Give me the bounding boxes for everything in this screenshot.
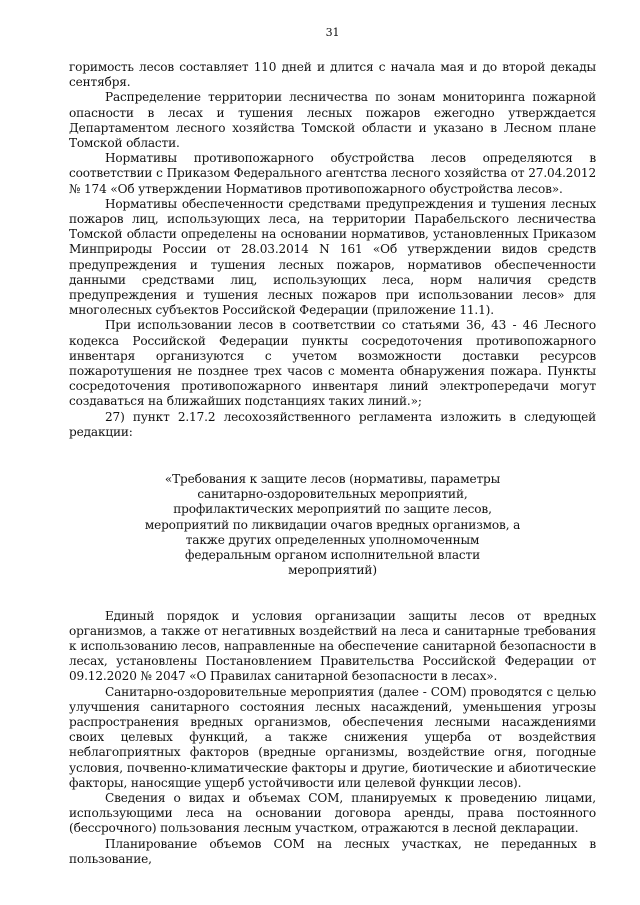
paragraph-som-definition: Санитарно-оздоровительные мероприятия (далее - СОМ) проводятся с целью улучшения санитарного состояния лесных насаждений, уменьшения угрозы распространения вредных организмов, обеспечения лесными насаждениями своих целевых функций, а также снижения ущерба от воздействия неблагоприятных факторов (вредные организмы, воздействие огня, погодные условия, почвенно-климатические факторы и другие, биотические и абиотические факторы, наносящие ущерб устойчивости или целевой функции лесов). <box>69 684 596 790</box>
paragraph-fire-standards: Нормативы противопожарного обустройства лесов определяются в соответствии с Приказом Федерального агентства лесного хозяйства от 27.04.2012 № 174 «Об утверждении Нормативов противопожарного обустройства лесов». <box>69 151 596 196</box>
page-number: 31 <box>325 26 340 39</box>
paragraph-som-declaration: Сведения о видах и объемах СОМ, планируемых к проведению лицами, использующими леса на основании договора аренды, права постоянного (бессрочного) пользования лесным участком, отражаются в лесной декларации. <box>69 790 596 836</box>
section-heading: «Требования к защите лесов (нормативы, параметры санитарно-оздоровительных мероприятий, профилактических мероприятий по защите лесов, мероприятий по ликвидации очагов вредных организмов, а также других определенных уполномоченным федеральным органом исполнительной власти мероприятий) <box>144 472 521 578</box>
document-page <box>69 26 596 867</box>
paragraph-fire-season: горимость лесов составляет 110 дней и длится с начала мая и до второй декады сентября. <box>69 60 596 90</box>
paragraph-som-planning: Планирование объемов СОМ на лесных участках, не переданных в пользование, <box>69 836 596 866</box>
paragraph-monitoring-zones: Распределение территории лесничества по зонам мониторинга пожарной опасности в лесах и тушения лесных пожаров ежегодно утверждается Департаментом лесного хозяйства Томской области и указано в Лесном плане Томской области. <box>69 90 596 151</box>
paragraph-amendment-27: 27) пункт 2.17.2 лесохозяйственного регламента изложить в следующей редакции: <box>69 409 596 439</box>
paragraph-sanitary-rules: Единый порядок и условия организации защиты лесов от вредных организмов, а также от негативных воздействий на леса и санитарные требования к использованию лесов, направленные на обеспечение санитарной безопасности в лесах, установлены Постановлением Правительства Российской Федерации от 09.12.2020 № 2047 «О Правилах санитарной безопасности в лесах». <box>69 608 596 684</box>
paragraph-equipment-norms: Нормативы обеспеченности средствами предупреждения и тушения лесных пожаров лиц, использующих леса, на территории Парабельского лесничества Томской области определены на основании нормативов, установленных Приказом Минприроды России от 28.03.2014 N 161 «Об утверждении видов средств предупреждения и тушения лесных пожаров, нормативов обеспеченности данными средствами лиц, использующих леса, норм наличия средств предупреждения и тушения лесных пожаров при использовании лесов» для многолесных субъектов Российской Федерации (приложение 11.1). <box>69 196 596 318</box>
paragraph-concentration-points: При использовании лесов в соответствии со статьями 36, 43 - 46 Лесного кодекса Российской Федерации пункты сосредоточения противопожарного инвентаря организуются с учетом возможности доставки ресурсов пожаротушения не позднее трех часов с момента обнаружения пожара. Пункты сосредоточения противопожарного инвентаря линий электропередачи могут создаваться на ближайших подстанциях таких линий.»; <box>69 318 596 409</box>
